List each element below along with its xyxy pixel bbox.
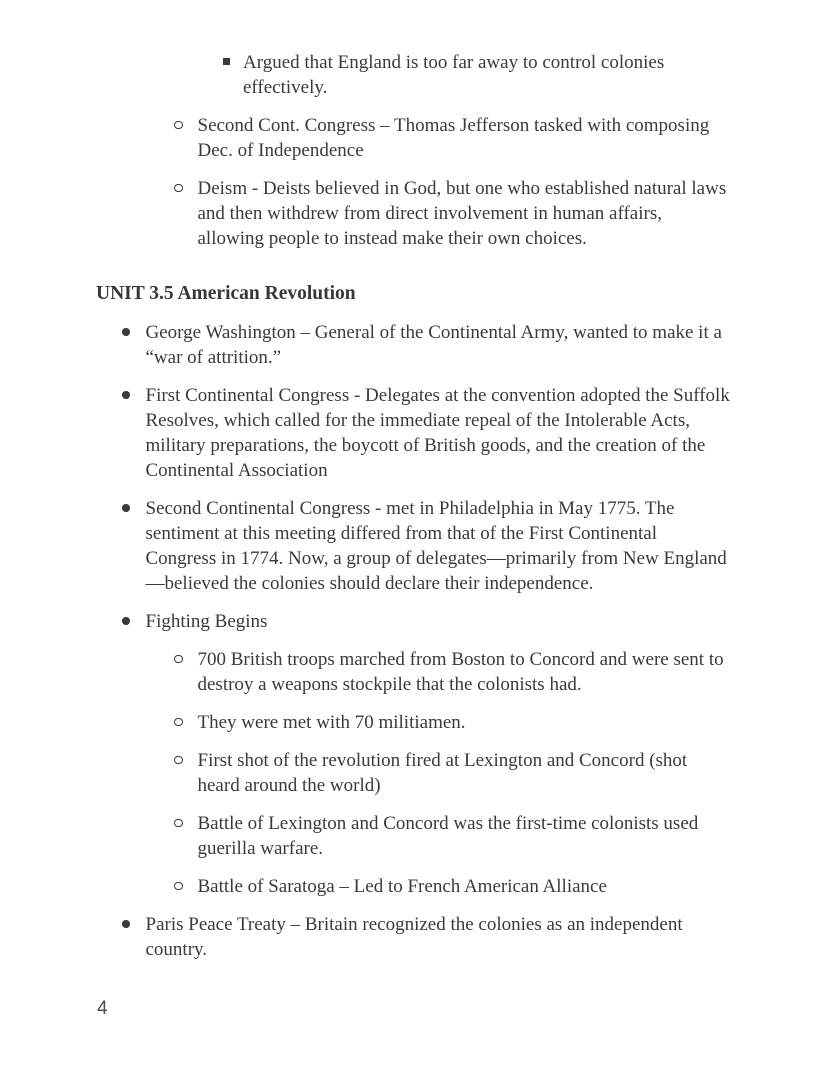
disc-bullet-icon — [122, 391, 130, 399]
section-heading: UNIT 3.5 American Revolution — [96, 283, 356, 304]
list-item — [96, 912, 732, 962]
list-item — [96, 748, 732, 798]
circle-bullet-icon — [174, 819, 183, 828]
list-item-text: First Continental Congress - Delegates at the convention adopted the Suffolk Resolves, which called for the immediate repeal of the Intolerable Acts, military preparations, the boycott of British goods, and the creation of the Continental Association — [145, 385, 730, 481]
circle-bullet-icon — [174, 756, 183, 765]
list-item — [96, 874, 732, 899]
page-number: 4 — [97, 998, 108, 1019]
list-item-text: 700 British troops marched from Boston to Concord and were sent to destroy a weapons stockpile that the colonists had. — [197, 649, 724, 695]
circle-bullet-icon — [174, 882, 183, 891]
list-item-text: George Washington – General of the Continental Army, wanted to make it a “war of attrition.” — [145, 322, 722, 368]
list-item-text: They were met with 70 militiamen. — [197, 712, 466, 733]
circle-bullet-icon — [174, 121, 183, 130]
circle-bullet-icon — [174, 655, 183, 664]
list-item-text: Second Cont. Congress – Thomas Jefferson tasked with composing Dec. of Independence — [197, 115, 710, 161]
list-item-text: Deism - Deists believed in God, but one who established natural laws and then withdrew from direct involvement in human affairs, allowing people to instead make their own choices. — [197, 178, 727, 249]
disc-bullet-icon — [122, 504, 130, 512]
list-item-text: Fighting Begins — [145, 611, 268, 632]
list-item — [96, 383, 732, 483]
list-item — [96, 113, 732, 163]
list-item-text: Battle of Saratoga – Led to French American Alliance — [197, 876, 607, 897]
list-item-text: Argued that England is too far away to control colonies effectively. — [243, 52, 665, 98]
disc-bullet-icon — [122, 328, 130, 336]
list-item-text: Battle of Lexington and Concord was the first-time colonists used guerilla warfare. — [197, 813, 699, 859]
list-item — [96, 320, 732, 370]
list-item — [96, 496, 732, 596]
circle-bullet-icon — [174, 718, 183, 727]
list-item — [96, 176, 732, 251]
list-item-text: Second Continental Congress - met in Philadelphia in May 1775. The sentiment at this meeting differed from that of the First Continental Congress in 1774. Now, a group of delegates—primarily from New England—believed the colonies should declare their independence. — [145, 498, 727, 594]
list-item-text: First shot of the revolution fired at Lexington and Concord (shot heard around the world) — [197, 750, 688, 796]
disc-bullet-icon — [122, 617, 130, 625]
list-item — [96, 609, 732, 634]
square-bullet-icon — [223, 58, 230, 65]
list-item — [96, 710, 732, 735]
list-item-text: Paris Peace Treaty – Britain recognized the colonies as an independent country. — [145, 914, 683, 960]
circle-bullet-icon — [174, 184, 183, 193]
disc-bullet-icon — [122, 920, 130, 928]
list-item — [96, 811, 732, 861]
list-item — [96, 50, 732, 100]
list-item — [96, 647, 732, 697]
